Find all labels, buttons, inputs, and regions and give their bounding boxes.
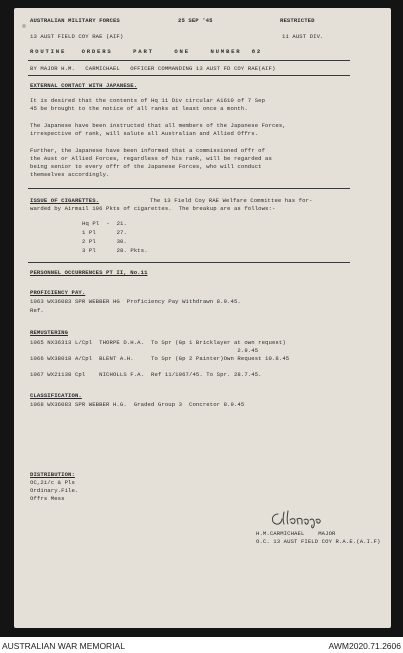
record-line: 1067 WX21138 Cpl NICHOLLS F.A. Ref 11/1067/45. To Spr. 28.7.45.	[30, 371, 262, 378]
footer-accession-number: AWM2020.71.2606	[328, 641, 401, 651]
table-row: 2 Pl 30.	[82, 238, 127, 245]
signatory-title: O.C. 13 AUST FIELD COY R.A.E.(A.I.F)	[256, 538, 381, 545]
header-classification: RESTRICTED	[280, 17, 315, 24]
header-unit: 13 AUST FIELD COY RAE (AIF)	[30, 33, 124, 40]
record-line: Ref.	[30, 307, 44, 314]
distribution-item: Offrs Mess	[30, 495, 65, 502]
subsection-heading: REMUSTERING	[30, 329, 69, 336]
paragraph-line: The Japanese have been instructed that all members of the Japanese Forces,	[30, 122, 286, 129]
divider	[28, 75, 350, 76]
paragraph-line: The 13 Field Coy RAE Welfare Committee has for-	[150, 197, 313, 204]
table-row: Hq Pl - 21.	[82, 220, 127, 227]
paragraph-line: irrespective of rank, will salute all Australian and Allied Offrs.	[30, 130, 259, 137]
distribution-heading: DISTRIBUTION:	[30, 471, 75, 478]
table-row: 1 Pl 27.	[82, 229, 127, 236]
issuing-officer: BY MAJOR H.M. CARMICHAEL OFFICER COMMANDING 13 AUST FD COY RAE(AIF)	[30, 65, 276, 72]
distribution-item: OC,2i/c & Pls	[30, 479, 75, 486]
divider	[28, 60, 350, 61]
punch-hole	[22, 24, 26, 28]
divider	[28, 188, 350, 189]
document-title: ROUTINE ORDERS PART ONE NUMBER 82	[30, 48, 263, 55]
record-line: 1065 NX36313 L/Cpl THORPE D.H.A. To Spr (Gp 1 Bricklayer at own request)	[30, 339, 286, 346]
paragraph-line: Further, the Japanese have been informed that a commissioned offr of	[30, 147, 266, 154]
paragraph-line: the Aust or Allied Forces, regardless of his rank, will be regarded as	[30, 155, 272, 162]
paragraph-line: warded by Airmail 106 Pkts of cigarettes. The breakup are as follows:-	[30, 205, 276, 212]
header-org: AUSTRALIAN MILITARY FORCES	[30, 17, 120, 24]
paragraph-line: being senior to every offr of the Japanese Forces, who will conduct	[30, 163, 262, 170]
record-line: 1063 WX36083 SPR WEBBER HG Proficiency Pay Withdrawn 8.9.45.	[30, 298, 241, 305]
paragraph-line: It is desired that the contents of Hq 11 Div circular A1610 of 7 Sep	[30, 97, 266, 104]
signatory-name: H.M.CARMICHAEL MAJOR	[256, 530, 336, 537]
section-heading: PERSONNEL OCCURRENCES PT II, No.11	[30, 269, 148, 276]
table-row: 3 Pl 28. Pkts.	[82, 247, 148, 254]
subsection-heading: CLASSIFICATION.	[30, 392, 82, 399]
section-heading: EXTERNAL CONTACT WITH JAPANESE.	[30, 82, 138, 89]
paragraph-line: 45 be brought to the notice of all ranks at least once a month.	[30, 105, 248, 112]
record-line: 2.9.45	[30, 347, 259, 354]
distribution-item: Ordinary.File.	[30, 487, 79, 494]
record-line: 1066 WX38018 A/Cpl BLENT A.H. To Spr (Gp 2 Painter)Own Request 10.8.45	[30, 355, 290, 362]
footer-institution: AUSTRALIAN WAR MEMORIAL	[2, 641, 125, 651]
record-line: 1068 WX36083 SPR WEBBER H.G. Graded Group 3 Concretor 8.9.45	[30, 401, 245, 408]
header-division: 11 AUST DIV.	[282, 33, 324, 40]
handwritten-signature	[268, 508, 336, 530]
divider	[28, 262, 350, 263]
section-heading: ISSUE OF CIGARETTES.	[30, 197, 100, 204]
footer	[0, 638, 403, 653]
subsection-heading: PROFICIENCY PAY.	[30, 289, 86, 296]
header-date: 25 SEP '45	[178, 17, 213, 24]
paragraph-line: themselves accordingly.	[30, 171, 110, 178]
